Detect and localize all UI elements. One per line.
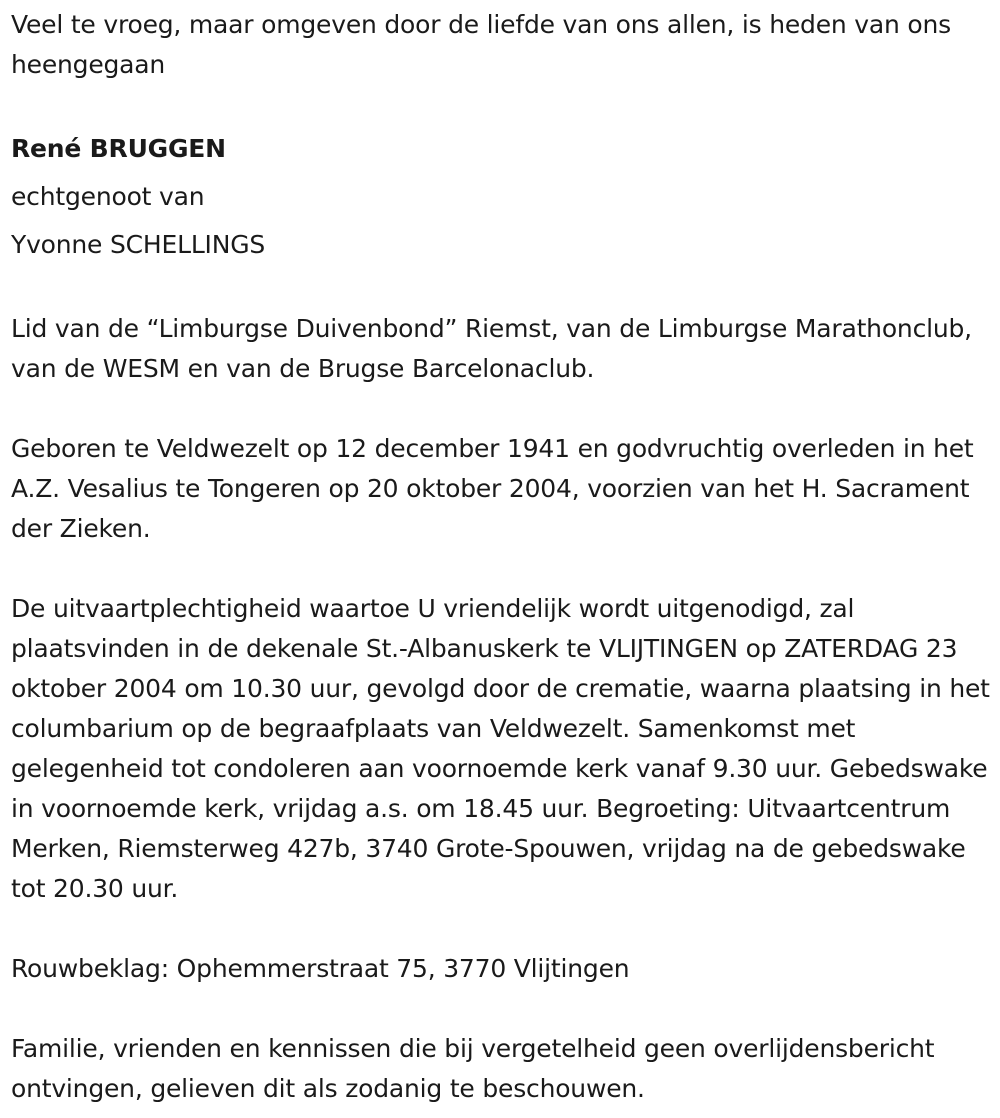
closing-paragraph: Familie, vrienden en kennissen die bij vergetelheid geen overlijdensbericht ontvingen, gelieven dit als zodanig te beschouwen. xyxy=(11,1034,935,1103)
spouse-name: Yvonne SCHELLINGS xyxy=(11,230,266,259)
obituary-notice xyxy=(11,5,991,1109)
spacer xyxy=(11,85,991,125)
deceased-name: René BRUGGEN xyxy=(11,134,226,163)
spacer xyxy=(11,989,991,1029)
birth-death-paragraph: Geboren te Veldwezelt op 12 december 1941 en godvruchtig overleden in het A.Z. Vesalius te Tongeren op 20 oktober 2004, voorzien van het H. Sacrament der Zieken. xyxy=(11,434,974,543)
intro-paragraph: Veel te vroeg, maar omgeven door de liefde van ons allen, is heden van ons heengegaan xyxy=(11,10,951,79)
spacer xyxy=(11,909,991,949)
spacer xyxy=(11,549,991,589)
deceased-block xyxy=(11,125,991,269)
membership-paragraph: Lid van de “Limburgse Duivenbond” Riemst, van de Limburgse Marathonclub, van de WESM en van de Brugse Barcelonaclub. xyxy=(11,314,972,383)
spacer xyxy=(11,269,991,309)
condolence-address: Rouwbeklag: Ophemmerstraat 75, 3770 Vlijtingen xyxy=(11,954,630,983)
funeral-paragraph: De uitvaartplechtigheid waartoe U vriendelijk wordt uitgenodigd, zal plaatsvinden in de dekenale St.-Albanuskerk te VLIJTINGEN op ZATERDAG 23 oktober 2004 om 10.30 uur, gevolgd door de crematie, waarna plaatsing in het columbarium op de begraafplaats van Veldwezelt. Samenkomst met gelegenheid tot condoleren aan voornoemde kerk vanaf 9.30 uur. Gebedswake in voornoemde kerk, vrijdag a.s. om 18.45 uur. Begroeting: Uitvaartcentrum Merken, Riemsterweg 427b, 3740 Grote-Spouwen, vrijdag na de gebedswake tot 20.30 uur. xyxy=(11,594,990,903)
spacer xyxy=(11,389,991,429)
relation-label: echtgenoot van xyxy=(11,182,205,211)
